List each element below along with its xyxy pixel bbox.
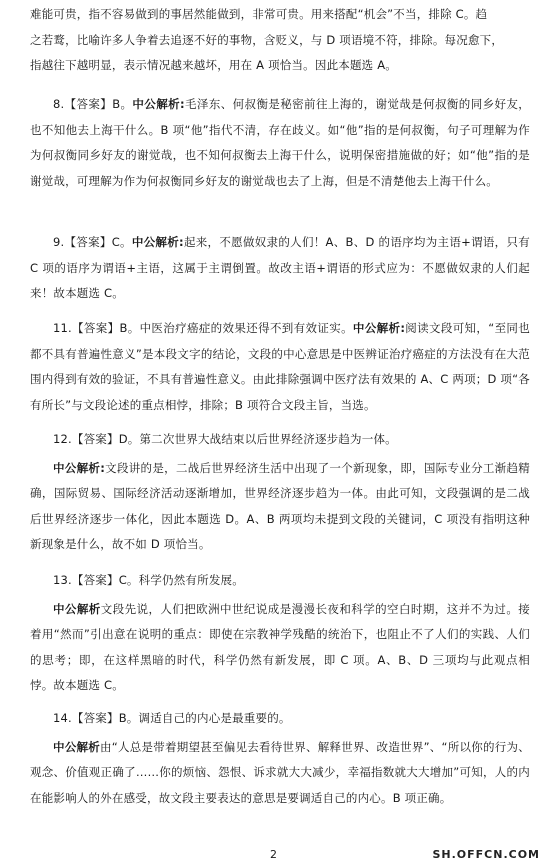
explanation-label: 中公解析: <box>131 235 184 249</box>
question-number: 12. <box>53 432 72 446</box>
answer-text: C。科学仍然有所发展。 <box>118 573 244 587</box>
explanation-label: 中公解析: <box>132 97 185 111</box>
answer-block-q12 <box>30 427 530 558</box>
answer-text: B。 <box>112 97 133 111</box>
explanation-text: 由“人总是带着期望甚至偏见去看待世界、解释世界、改造世界”、“所以你的行为、观念、价值观正确了……你的烦恼、怨恨、诉求就大大减少，幸福指数就大大增加”可知，人的内在能影响人的外在感受，故文段主要表达的意思是要调适自己的内心。B 项正确。 <box>30 739 530 805</box>
answer-text: B。调适自己的内心是最重要的。 <box>118 711 291 725</box>
page-number: 2 <box>270 848 277 861</box>
question-number: 13. <box>53 573 72 587</box>
answer-label: 【答案】 <box>71 432 119 446</box>
explanation-text: 毛泽东、何叔衡是秘密前往上海的，谢觉哉是何叔衡的同乡好友，也不知他去上海干什么。B 项“他”指代不清，存在歧义。如“他”指的是何叔衡，句子可理解为作为何叔衡同乡好友的谢觉哉，也不知何叔衡去上海干什么，说明保密措施做的好；如“他”指的是谢觉哉，可理解为作为何叔衡同乡好友的谢觉哉也去了上海，但是不清楚他去上海干什么。 <box>30 97 531 188</box>
answer-label: 【答案】 <box>64 235 112 249</box>
answer-text: B。中医治疗癌症的效果还得不到有效证实。 <box>119 321 353 335</box>
answer-block-q13 <box>30 568 530 699</box>
explanation-text: 起来，不愿做奴隶的人们！A、B、D 的语序均为主语+谓语，只有 C 项的语序为谓语+主语，这属于主谓倒置。故改主语+谓语的形式应为：不愿做奴隶的人们起来！故本题选 C。 <box>30 235 530 300</box>
paragraph-q7-tail <box>30 2 530 79</box>
explanation-text: 阅读文段可知，“至同也都不具有普遍性意义”是本段文字的结论，文段的中心意思是中医辨证治疗癌症的方法没有在大范围内得到有效的验证，不具有普遍性意义。由此排除强调中医疗法有效果的 A、C 两项；D 项“各有所长”与文段论述的重点相悖，排除；B 项符合文段主旨，当选。 <box>30 321 530 412</box>
question-number: 8. <box>53 97 65 111</box>
answer-block-q11 <box>30 316 530 418</box>
answer-label: 【答案】 <box>71 711 119 725</box>
answer-block-q8 <box>30 92 530 194</box>
explanation-label: 中公解析 <box>53 739 101 754</box>
answer-block-q14 <box>30 706 530 811</box>
site-watermark: SH.OFFCN.COM <box>432 848 540 861</box>
answer-label: 【答案】 <box>64 97 113 111</box>
explanation-label: 中公解析: <box>352 321 406 335</box>
answer-text: C。 <box>111 235 132 249</box>
answer-block-q9 <box>30 230 530 307</box>
text-line: 指越往下越明显，表示情况越来越坏，用在 A 项恰当。因此本题选 A。 <box>30 58 397 72</box>
explanation-text: 文段讲的是，二战后世界经济生活中出现了一个新现象，即，国际专业分工渐趋精确，国际贸易、国际经济活动逐渐增加，世界经济逐步趋为一体。由此可知，文段强调的是二战后世界经济逐步一体化，因此本题选 D。A、B 两项均未提到文段的关键词，C 项没有指明这种新现象是什么，故不如 D 项恰当。 <box>30 460 530 551</box>
answer-label: 【答案】 <box>71 321 120 335</box>
explanation-text: 文段先说，人们把欧洲中世纪说成是漫漫长夜和科学的空白时期，这并不为过。接着用“然而”引出意在说明的重点：即使在宗教神学残酷的统治下，也阻止不了人们的实践、人们的思考；即，在这样黑暗的时代，科学仍然有新发展，即 C 项。A、B、D 三项均与此观点相悖。故本题选 C。 <box>30 601 530 692</box>
answer-text: D。第二次世界大战结束以后世界经济逐步趋为一体。 <box>118 432 397 446</box>
question-number: 14. <box>53 711 72 725</box>
question-number: 9. <box>53 235 65 249</box>
explanation-label: 中公解析: <box>53 460 106 475</box>
question-number: 11. <box>53 321 72 335</box>
text-line: 之若鹜，比喻许多人争着去追逐不好的事物，含贬义，与 D 项语境不符，排除。每况愈下， <box>30 32 504 47</box>
answer-label: 【答案】 <box>71 573 119 587</box>
text-line: 难能可贵，指不容易做到的事居然能做到，非常可贵。用来搭配“机会”不当，排除 C。趋 <box>30 7 488 21</box>
explanation-label: 中公解析 <box>53 601 101 616</box>
